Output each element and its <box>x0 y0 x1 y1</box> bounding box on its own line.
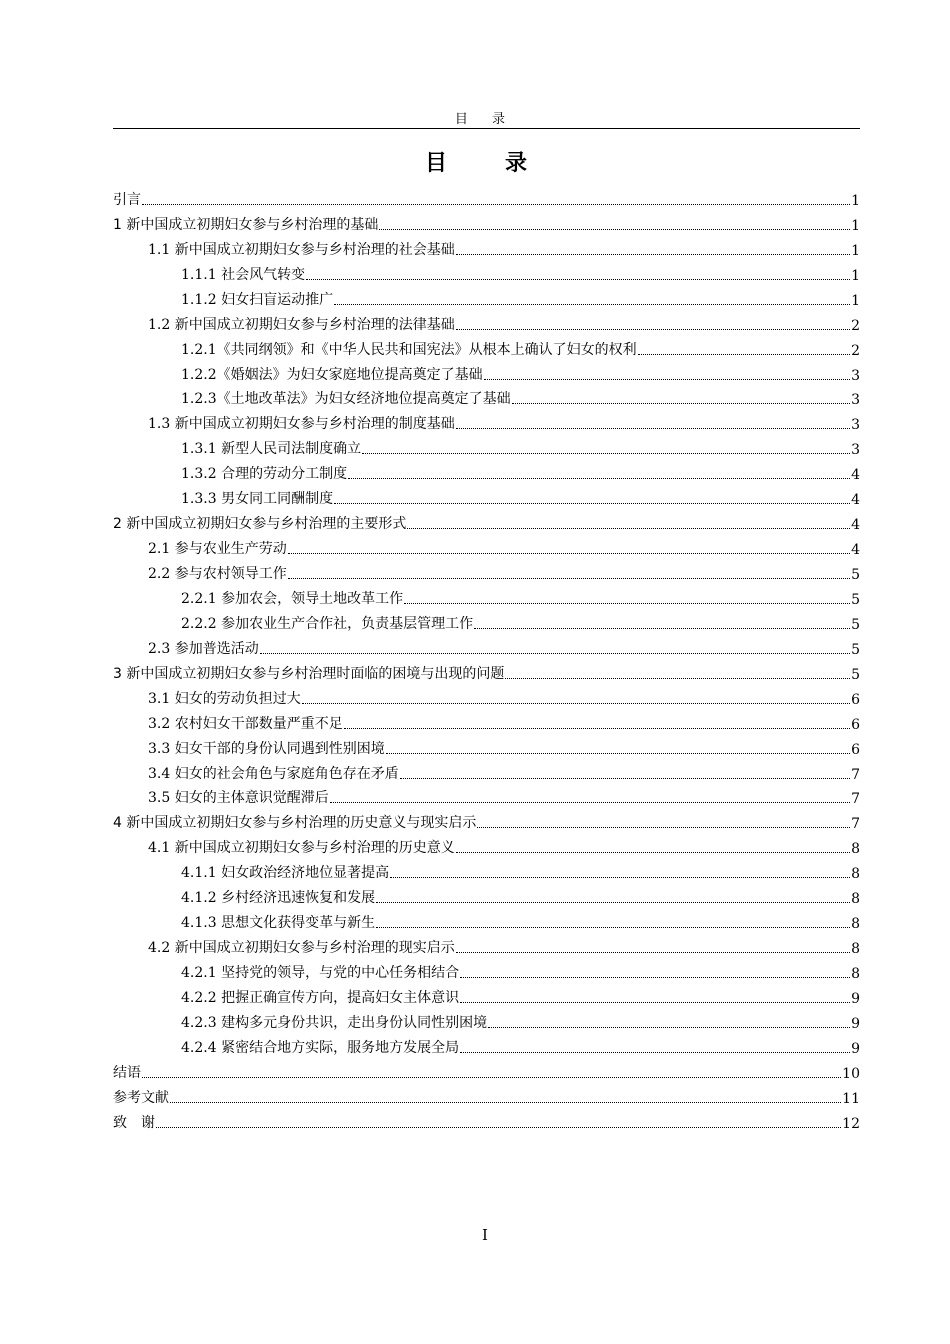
toc-leader-dots <box>260 653 850 654</box>
toc-entry-page: 8 <box>851 891 860 908</box>
toc-entry-label: 3.3 妇女干部的身份认同遇到性别困境 <box>148 740 385 757</box>
toc-leader-dots <box>302 703 850 704</box>
toc-entry-page: 5 <box>851 666 860 683</box>
toc-leader-dots <box>456 952 850 953</box>
toc-leader-dots <box>460 1002 850 1003</box>
toc-entry[interactable] <box>113 984 860 1009</box>
toc-entry[interactable] <box>113 809 860 834</box>
toc-entry-page: 8 <box>851 841 860 858</box>
toc-entry-page: 5 <box>851 616 860 633</box>
toc-entry-label: 1.2 新中国成立初期妇女参与乡村治理的法律基础 <box>148 316 455 333</box>
toc-entry[interactable] <box>113 884 860 909</box>
toc-entry[interactable] <box>113 336 860 361</box>
toc-leader-dots <box>407 528 850 529</box>
toc-entry-label: 4.1.1 妇女政治经济地位显著提高 <box>181 865 390 882</box>
toc-leader-dots <box>306 279 850 280</box>
toc-entry-label: 2 新中国成立初期妇女参与乡村治理的主要形式 <box>113 516 407 533</box>
toc-entry-label: 4.1 新中国成立初期妇女参与乡村治理的历史意义 <box>148 840 455 857</box>
toc-entry-page: 10 <box>842 1065 860 1082</box>
toc-entry-page: 3 <box>851 392 860 409</box>
toc-leader-dots <box>488 1027 850 1028</box>
toc-entry[interactable] <box>113 959 860 984</box>
toc-entry[interactable] <box>113 535 860 560</box>
toc-leader-dots <box>330 802 850 803</box>
toc-entry-label: 4.2.4 紧密结合地方实际，服务地方发展全局 <box>181 1039 460 1056</box>
toc-entry-page: 1 <box>851 267 860 284</box>
toc-entry[interactable] <box>113 1059 860 1084</box>
toc-leader-dots <box>376 927 850 928</box>
toc-entry-label: 1 新中国成立初期妇女参与乡村治理的基础 <box>113 216 379 233</box>
toc-leader-dots <box>484 379 850 380</box>
toc-leader-dots <box>474 628 850 629</box>
toc-entry[interactable] <box>113 386 860 411</box>
toc-entry[interactable] <box>113 211 860 236</box>
toc-leader-dots <box>456 428 850 429</box>
toc-entry-page: 3 <box>851 367 860 384</box>
toc-entry-label: 1.3.1 新型人民司法制度确立 <box>181 441 362 458</box>
toc-entry-page: 9 <box>851 1040 860 1057</box>
toc-entry[interactable] <box>113 186 860 211</box>
toc-entry-label: 4 新中国成立初期妇女参与乡村治理的历史意义与现实启示 <box>113 815 477 832</box>
toc-entry-page: 12 <box>842 1115 860 1132</box>
toc-entry-label: 2.2.2 参加农业生产合作社，负责基层管理工作 <box>181 615 474 632</box>
toc-entry[interactable] <box>113 635 860 660</box>
toc-leader-dots <box>390 877 850 878</box>
toc-leader-dots <box>142 204 850 205</box>
toc-entry-label: 4.1.2 乡村经济迅速恢复和发展 <box>181 890 376 907</box>
toc-leader-dots <box>505 678 850 679</box>
toc-entry-label: 1.1 新中国成立初期妇女参与乡村治理的社会基础 <box>148 241 455 258</box>
toc-entry-label: 4.2 新中国成立初期妇女参与乡村治理的现实启示 <box>148 940 455 957</box>
page-number: I <box>482 1226 488 1244</box>
toc-leader-dots <box>334 304 850 305</box>
toc-leader-dots <box>376 902 850 903</box>
toc-entry[interactable] <box>113 311 860 336</box>
toc-leader-dots <box>456 254 850 255</box>
toc-entry[interactable] <box>113 510 860 535</box>
toc-leader-dots <box>288 553 850 554</box>
toc-entry[interactable] <box>113 435 860 460</box>
toc-leader-dots <box>400 778 850 779</box>
toc-entry[interactable] <box>113 685 860 710</box>
toc-entry-page: 5 <box>851 641 860 658</box>
toc-entry-label: 1.1.1 社会风气转变 <box>181 266 306 283</box>
toc-leader-dots <box>379 229 850 230</box>
toc-entry[interactable] <box>113 1034 860 1059</box>
toc-entry-page: 9 <box>851 990 860 1007</box>
toc-entry[interactable] <box>113 1109 860 1134</box>
toc-entry-label: 1.3.2 合理的劳动分工制度 <box>181 466 348 483</box>
toc-entry-page: 3 <box>851 442 860 459</box>
toc-entry[interactable] <box>113 236 860 261</box>
toc-entry-page: 8 <box>851 916 860 933</box>
toc-leader-dots <box>460 1052 850 1053</box>
toc-leader-dots <box>386 753 850 754</box>
toc-entry-page: 1 <box>851 292 860 309</box>
toc-entry[interactable] <box>113 710 860 735</box>
toc-entry[interactable] <box>113 410 860 435</box>
toc-entry-label: 1.2.3《土地改革法》为妇女经济地位提高奠定了基础 <box>181 391 511 408</box>
toc-entry-page: 6 <box>851 741 860 758</box>
toc-leader-dots <box>362 453 850 454</box>
toc-entry-label: 4.2.3 建构多元身份共识，走出身份认同性别困境 <box>181 1014 488 1031</box>
toc-leader-dots <box>142 1077 841 1078</box>
toc-leader-dots <box>512 403 850 404</box>
toc-leader-dots <box>404 603 850 604</box>
toc-entry-page: 5 <box>851 591 860 608</box>
toc-entry[interactable] <box>113 1084 860 1109</box>
toc-entry[interactable] <box>113 760 860 785</box>
toc-entry-page: 7 <box>851 816 860 833</box>
toc-entry-label: 1.2.1《共同纲领》和《中华人民共和国宪法》从根本上确认了妇女的权利 <box>181 341 637 358</box>
toc-leader-dots <box>456 852 850 853</box>
toc-entry[interactable] <box>113 560 860 585</box>
header-rule <box>113 128 860 129</box>
toc-entry-page: 4 <box>851 492 860 509</box>
toc-leader-dots <box>638 354 850 355</box>
toc-leader-dots <box>348 478 850 479</box>
toc-entry[interactable] <box>113 1009 860 1034</box>
toc-entry-label: 1.3 新中国成立初期妇女参与乡村治理的制度基础 <box>148 416 455 433</box>
toc-entry-label: 2.2.1 参加农会，领导土地改革工作 <box>181 590 404 607</box>
toc-entry-label: 参考文献 <box>113 1089 169 1106</box>
toc-entry-page: 2 <box>851 342 860 359</box>
toc-entry[interactable] <box>113 585 860 610</box>
page-title: 目 录 <box>424 151 545 176</box>
toc-entry[interactable] <box>113 286 860 311</box>
toc-leader-dots <box>288 578 850 579</box>
toc-entry-page: 8 <box>851 966 860 982</box>
toc-entry-page: 3 <box>851 417 860 434</box>
toc-entry-label: 3 新中国成立初期妇女参与乡村治理时面临的困境与出现的问题 <box>113 665 505 682</box>
toc-entry[interactable] <box>113 834 860 859</box>
toc-entry[interactable] <box>113 261 860 286</box>
toc-entry-page: 7 <box>851 766 860 783</box>
toc-entry-label: 4.1.3 思想文化获得变革与新生 <box>181 915 376 932</box>
toc-entry-page: 1 <box>851 192 860 209</box>
toc-entry[interactable] <box>113 735 860 760</box>
toc-entry[interactable] <box>113 361 860 386</box>
toc-leader-dots <box>477 827 850 828</box>
toc-entry-page: 9 <box>851 1015 860 1032</box>
toc-entry-page: 7 <box>851 791 860 808</box>
toc-entry-page: 1 <box>851 217 860 234</box>
toc-entry-label: 3.5 妇女的主体意识觉醒滞后 <box>148 790 329 807</box>
toc-leader-dots <box>460 977 850 978</box>
toc-entry[interactable] <box>113 460 860 485</box>
toc-entry-label: 致 谢 <box>113 1114 155 1131</box>
toc-entry-label: 3.1 妇女的劳动负担过大 <box>148 690 301 707</box>
toc-entry-page: 1 <box>851 242 860 259</box>
toc-entry-page: 4 <box>851 517 860 534</box>
toc-entry[interactable] <box>113 859 860 884</box>
toc-entry-label: 2.3 参加普选活动 <box>148 640 259 657</box>
toc-entry-page: 2 <box>851 317 860 334</box>
toc-entry-page: 6 <box>851 716 860 733</box>
toc-entry-label: 1.3.3 男女同工同酬制度 <box>181 491 334 508</box>
toc-entry[interactable] <box>113 909 860 934</box>
toc-entry-label: 1.2.2《婚姻法》为妇女家庭地位提高奠定了基础 <box>181 366 483 383</box>
toc-leader-dots <box>334 503 850 504</box>
toc-entry-label: 4.2.2 把握正确宣传方向，提高妇女主体意识 <box>181 989 460 1006</box>
table-of-contents <box>113 186 860 1134</box>
toc-entry-page: 4 <box>851 542 860 559</box>
toc-entry-page: 6 <box>851 691 860 708</box>
toc-leader-dots <box>170 1102 841 1103</box>
toc-entry[interactable] <box>113 660 860 685</box>
toc-entry[interactable] <box>113 485 860 510</box>
toc-entry[interactable] <box>113 934 860 959</box>
toc-entry-label: 结语 <box>113 1064 141 1081</box>
toc-entry-page: 4 <box>851 467 860 484</box>
running-header: 目 录 <box>454 112 516 127</box>
toc-entry-label: 2.1 参与农业生产劳动 <box>148 541 287 558</box>
toc-entry-label: 引言 <box>113 191 141 208</box>
toc-entry-page: 8 <box>851 866 860 883</box>
toc-entry-label: 3.4 妇女的社会角色与家庭角色存在矛盾 <box>148 765 399 782</box>
toc-leader-dots <box>156 1127 841 1128</box>
toc-entry-page: 11 <box>842 1090 860 1107</box>
toc-entry-page: 8 <box>851 941 860 958</box>
toc-entry-page: 5 <box>851 567 860 583</box>
toc-leader-dots <box>344 728 850 729</box>
toc-entry[interactable] <box>113 610 860 635</box>
toc-entry[interactable] <box>113 785 860 810</box>
toc-entry-label: 1.1.2 妇女扫盲运动推广 <box>181 291 334 308</box>
toc-leader-dots <box>456 329 850 330</box>
toc-entry-label: 2.2 参与农村领导工作 <box>148 566 287 582</box>
toc-entry-label: 4.2.1 坚持党的领导，与党的中心任务相结合 <box>181 965 460 981</box>
toc-entry-label: 3.2 农村妇女干部数量严重不足 <box>148 715 343 732</box>
